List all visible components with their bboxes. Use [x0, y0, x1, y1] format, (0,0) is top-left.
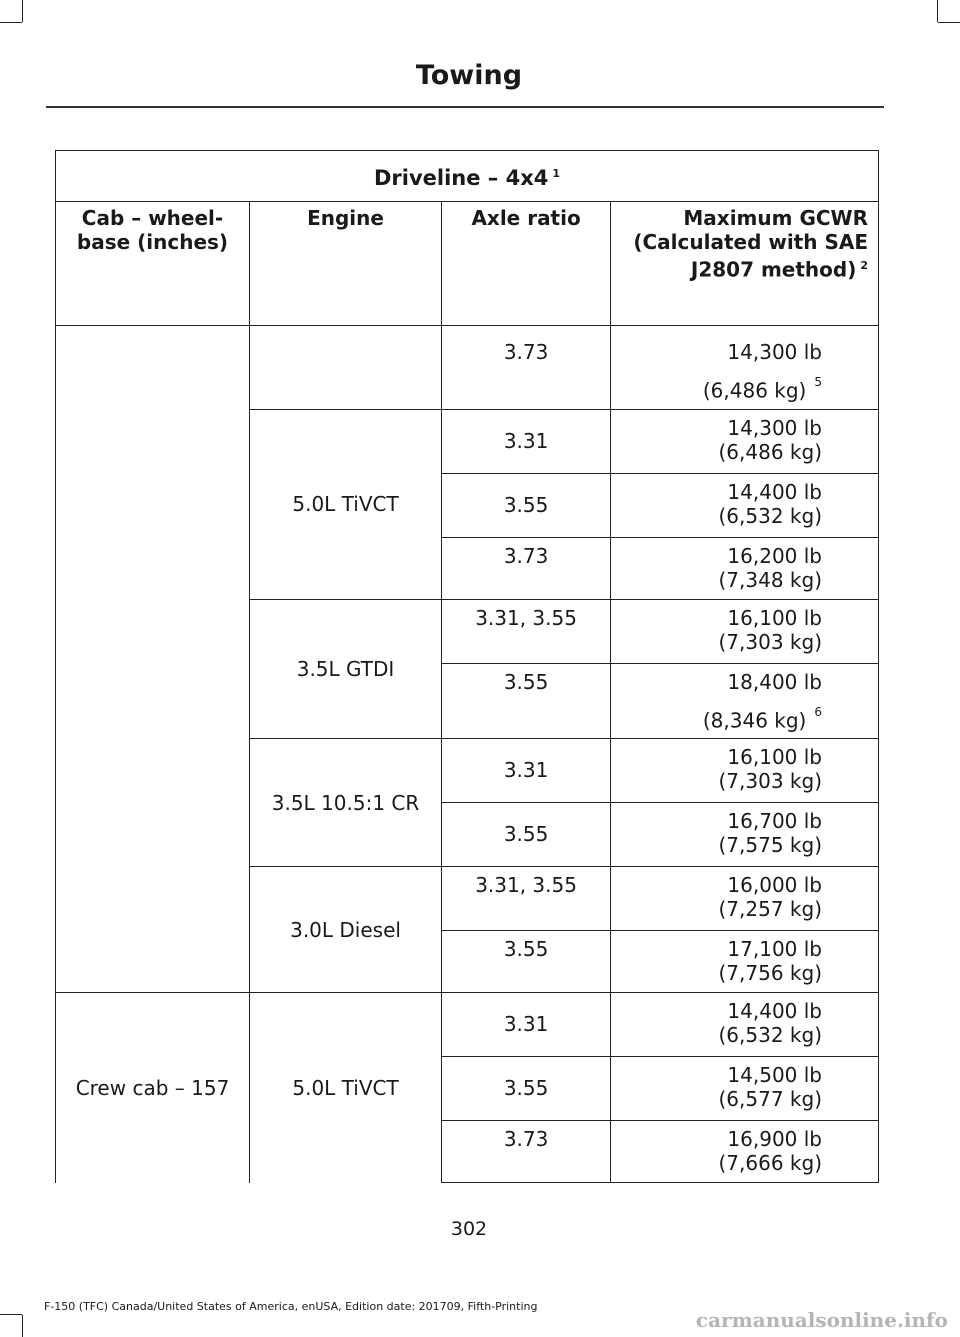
table-header-row [56, 202, 879, 326]
table-caption [56, 151, 879, 202]
towing-spec-table [55, 150, 879, 1183]
col-header-cab: Cab – wheel-base (inches) [56, 202, 250, 326]
gcwr-cell [611, 1057, 879, 1121]
table-row [56, 993, 879, 1057]
gcwr-kg: (7,348 kg) [718, 567, 822, 592]
gcwr-lb: 16,100 lb [727, 745, 822, 770]
gcwr-cell [611, 867, 879, 931]
col-header-engine: Engine [249, 202, 441, 326]
footnote-ref: 6 [814, 704, 822, 719]
crop-mark-bottom-left [22, 1315, 23, 1337]
header-divider [46, 106, 884, 108]
cab-cell [56, 326, 250, 993]
axle-cell: 3.55 [442, 931, 611, 993]
page-title: Towing [415, 60, 523, 91]
gcwr-kg: (7,756 kg) [718, 961, 822, 986]
axle-cell: 3.31 [442, 409, 611, 473]
footnote-ref: 5 [814, 375, 822, 389]
gcwr-lb: 14,500 lb [727, 1063, 822, 1088]
gcwr-lb: 18,400 lb [727, 669, 822, 694]
crop-mark-bottom-left-h [0, 1314, 22, 1315]
gcwr-cell [611, 993, 879, 1057]
engine-cell: 3.5L 10.5:1 CR [249, 739, 441, 867]
axle-cell: 3.31, 3.55 [442, 867, 611, 931]
table-caption-row [56, 151, 879, 202]
gcwr-lb: 14,300 lb [727, 340, 822, 364]
crop-mark-top-right [937, 0, 938, 22]
gcwr-kg-text: (8,346 kg) [702, 708, 807, 733]
gcwr-lb: 16,000 lb [727, 873, 822, 898]
axle-cell: 3.31, 3.55 [442, 599, 611, 663]
site-watermark: carmanualsonline.info [695, 1308, 948, 1332]
engine-cell: 3.0L Diesel [249, 867, 441, 993]
cab-cell: Crew cab – 157 [56, 993, 250, 1183]
gcwr-cell [611, 739, 879, 803]
gcwr-kg [611, 704, 822, 733]
gcwr-kg: (7,575 kg) [718, 833, 822, 858]
gcwr-kg: (6,532 kg) [718, 1023, 822, 1048]
axle-cell: 3.55 [442, 663, 611, 739]
axle-cell: 3.73 [442, 326, 611, 410]
col-header-axle: Axle ratio [442, 202, 611, 326]
axle-cell: 3.55 [442, 473, 611, 537]
gcwr-cell [611, 931, 879, 993]
axle-cell: 3.73 [442, 537, 611, 599]
axle-cell: 3.31 [442, 993, 611, 1057]
gcwr-kg: (6,486 kg) [718, 439, 822, 464]
engine-cell: 5.0L TiVCT [249, 409, 441, 599]
col-header-gcwr [611, 202, 879, 326]
gcwr-kg [611, 374, 822, 403]
axle-cell: 3.55 [442, 803, 611, 867]
gcwr-kg-text: (6,486 kg) [702, 378, 807, 403]
gcwr-kg: (6,577 kg) [718, 1087, 822, 1112]
gcwr-cell [611, 1121, 879, 1183]
gcwr-lb: 16,200 lb [727, 543, 822, 568]
gcwr-lb: 16,700 lb [727, 809, 822, 834]
gcwr-lb: 17,100 lb [727, 937, 822, 962]
gcwr-lb: 16,900 lb [727, 1127, 822, 1152]
gcwr-cell [611, 473, 879, 537]
edition-footer: F-150 (TFC) Canada/United States of America, enUSA, Edition date: 201709, Fifth-Printing [44, 1300, 538, 1313]
axle-cell: 3.73 [442, 1121, 611, 1183]
gcwr-lb: 14,400 lb [727, 479, 822, 504]
caption-footnote: 1 [552, 167, 561, 180]
gcwr-lb: 14,300 lb [727, 415, 822, 440]
gcwr-kg: (7,257 kg) [718, 897, 822, 922]
crop-mark-top-right-h [938, 22, 960, 23]
gcwr-cell [611, 326, 879, 410]
page-number: 302 [450, 1218, 488, 1240]
gcwr-cell [611, 663, 879, 739]
gcwr-kg: (7,303 kg) [718, 629, 822, 654]
gcwr-cell [611, 803, 879, 867]
engine-cell: 3.5L GTDI [249, 599, 441, 739]
crop-mark-top-left-h [0, 22, 22, 23]
gcwr-cell [611, 409, 879, 473]
gcwr-kg: (7,666 kg) [718, 1151, 822, 1176]
axle-cell: 3.31 [442, 739, 611, 803]
gcwr-header-text: Maximum GCWR (Calculated with SAE J2807 method) [633, 206, 868, 282]
gcwr-footnote: 2 [860, 259, 868, 272]
gcwr-kg: (6,532 kg) [718, 503, 822, 528]
gcwr-cell [611, 599, 879, 663]
table-row [56, 326, 879, 410]
gcwr-cell [611, 537, 879, 599]
axle-cell: 3.55 [442, 1057, 611, 1121]
engine-cell [249, 326, 441, 410]
gcwr-kg: (7,303 kg) [718, 769, 822, 794]
crop-mark-top-left [22, 0, 23, 22]
gcwr-lb: 14,400 lb [727, 999, 822, 1024]
gcwr-lb: 16,100 lb [727, 605, 822, 630]
engine-cell: 5.0L TiVCT [249, 993, 441, 1183]
caption-text: Driveline – 4x4 [373, 166, 549, 190]
